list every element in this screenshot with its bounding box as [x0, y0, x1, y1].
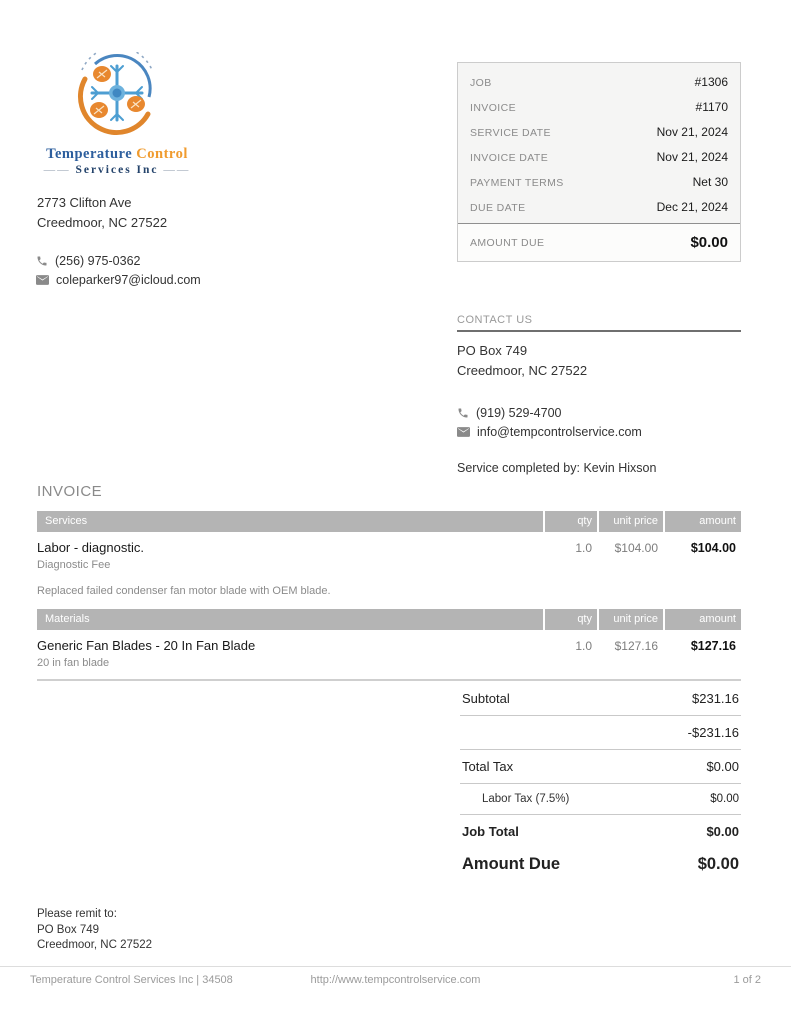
company-address: [37, 193, 167, 233]
company-name: [38, 146, 196, 163]
service-completed-by: Service completed by: Kevin Hixson: [457, 461, 657, 476]
logo-dash-left: ——: [43, 164, 76, 176]
company-name-part1: Temperature: [46, 146, 133, 162]
company-name-line2: [38, 164, 196, 176]
total-value: $231.16: [692, 691, 739, 706]
totals-section: [460, 682, 741, 883]
email-icon: [36, 275, 49, 285]
company-phone-row: [36, 254, 201, 268]
remit-line3: Creedmoor, NC 27522: [37, 939, 153, 952]
items-divider: [37, 679, 741, 681]
total-value: $0.00: [697, 855, 739, 873]
table-row: [37, 532, 741, 555]
remit-to-block: [37, 907, 152, 954]
item-name: Labor - diagnostic.: [37, 540, 144, 555]
total-row-subtotal: [460, 682, 741, 716]
summary-value: Nov 21, 2024: [656, 149, 728, 164]
email-icon: [457, 427, 470, 437]
total-label: Total Tax: [462, 759, 514, 774]
item-amount: $104.00: [690, 541, 736, 555]
total-label: Job Total: [462, 824, 519, 839]
summary-label: SERVICE DATE: [470, 126, 551, 139]
summary-value: Dec 21, 2024: [656, 199, 728, 214]
footer-url: http://www.tempcontrolservice.com: [310, 974, 481, 986]
company-logo: [38, 52, 196, 176]
total-row-amount-due: [460, 848, 741, 883]
footer-page-number: 1 of 2: [733, 974, 761, 986]
table-row: [37, 630, 741, 653]
total-value: $0.00: [710, 793, 739, 805]
invoice-title: INVOICE: [37, 483, 103, 500]
amount-due-value: $0.00: [690, 234, 728, 251]
column-header-amount: amount: [665, 609, 741, 630]
contact-us-heading: CONTACT US: [457, 314, 741, 332]
summary-row-due-date: [458, 194, 740, 219]
item-unit-price: $104.00: [614, 541, 658, 555]
footer-divider: [0, 966, 791, 967]
total-row-job-total: [460, 815, 741, 848]
remit-line2: PO Box 749: [37, 923, 100, 936]
company-contact: [36, 254, 201, 292]
total-value: -$231.16: [687, 725, 739, 740]
company-name-line2-text: Services Inc: [75, 164, 159, 176]
company-name-part2: Control: [136, 146, 188, 162]
phone-icon: [36, 255, 48, 267]
column-header-qty: qty: [545, 609, 597, 630]
line-items-area: [37, 511, 741, 681]
summary-label: INVOICE: [470, 101, 516, 114]
column-header-unit-price: unit price: [599, 511, 663, 532]
summary-row-job: [458, 69, 740, 94]
total-value: $0.00: [706, 759, 739, 774]
item-unit-price: $127.16: [614, 639, 658, 653]
summary-label: INVOICE DATE: [470, 151, 549, 164]
company-phone: (256) 975-0362: [55, 254, 141, 268]
contact-methods: [457, 406, 741, 439]
item-description: 20 in fan blade: [37, 657, 110, 669]
company-address-line2: Creedmoor, NC 27522: [37, 215, 168, 231]
total-row-total-tax: [460, 750, 741, 784]
total-label: Labor Tax (7.5%): [482, 793, 570, 805]
phone-icon: [457, 407, 469, 419]
summary-row-invoice-date: [458, 144, 740, 169]
total-row-labor-tax: [460, 784, 741, 815]
summary-value: #1306: [694, 74, 728, 89]
total-value: $0.00: [706, 824, 739, 839]
contact-email: info@tempcontrolservice.com: [477, 425, 642, 440]
summary-value: Nov 21, 2024: [656, 124, 728, 139]
item-qty: 1.0: [575, 541, 592, 555]
total-row-adjustment: [460, 716, 741, 750]
summary-value: Net 30: [692, 174, 728, 189]
summary-label: PAYMENT TERMS: [470, 176, 564, 189]
item-qty: 1.0: [575, 639, 592, 653]
total-label: Subtotal: [462, 691, 510, 706]
company-email-row: [36, 273, 201, 287]
amount-due-label: AMOUNT DUE: [470, 236, 545, 249]
total-label: Amount Due: [462, 855, 561, 873]
item-description: Diagnostic Fee: [37, 559, 111, 571]
contact-phone-row: [457, 406, 741, 420]
column-header-amount: amount: [665, 511, 741, 532]
summary-row-service-date: [458, 119, 740, 144]
contact-phone: (919) 529-4700: [476, 406, 562, 421]
logo-dash-right: ——: [158, 164, 191, 176]
invoice-summary-box: [457, 62, 741, 262]
amount-due-row: [458, 223, 740, 261]
summary-row-invoice: [458, 94, 740, 119]
column-header-unit-price: unit price: [599, 609, 663, 630]
column-header-materials: Materials: [37, 609, 543, 630]
contact-email-row: [457, 425, 741, 439]
column-header-qty: qty: [545, 511, 597, 532]
summary-value: #1170: [695, 99, 728, 114]
contact-address-line2: Creedmoor, NC 27522: [457, 363, 588, 379]
services-table-header: [37, 511, 741, 532]
item-name: Generic Fan Blades - 20 In Fan Blade: [37, 638, 256, 653]
materials-table-header: [37, 609, 741, 630]
service-note: Replaced failed condenser fan motor blade with OEM blade.: [37, 585, 331, 597]
remit-line1: Please remit to:: [37, 908, 117, 920]
summary-rows: [458, 63, 740, 223]
column-header-services: Services: [37, 511, 543, 532]
footer-company: Temperature Control Services Inc | 34508: [30, 974, 233, 986]
summary-label: JOB: [470, 76, 492, 89]
summary-label: DUE DATE: [470, 201, 526, 214]
company-email: coleparker97@icloud.com: [56, 273, 201, 287]
company-logo-icon: [52, 52, 182, 144]
contact-us-section: [457, 314, 741, 475]
summary-row-payment-terms: [458, 169, 740, 194]
contact-address: [457, 341, 741, 381]
contact-address-line1: PO Box 749: [457, 343, 528, 358]
company-address-line1: 2773 Clifton Ave: [37, 195, 132, 210]
item-amount: $127.16: [690, 639, 736, 653]
